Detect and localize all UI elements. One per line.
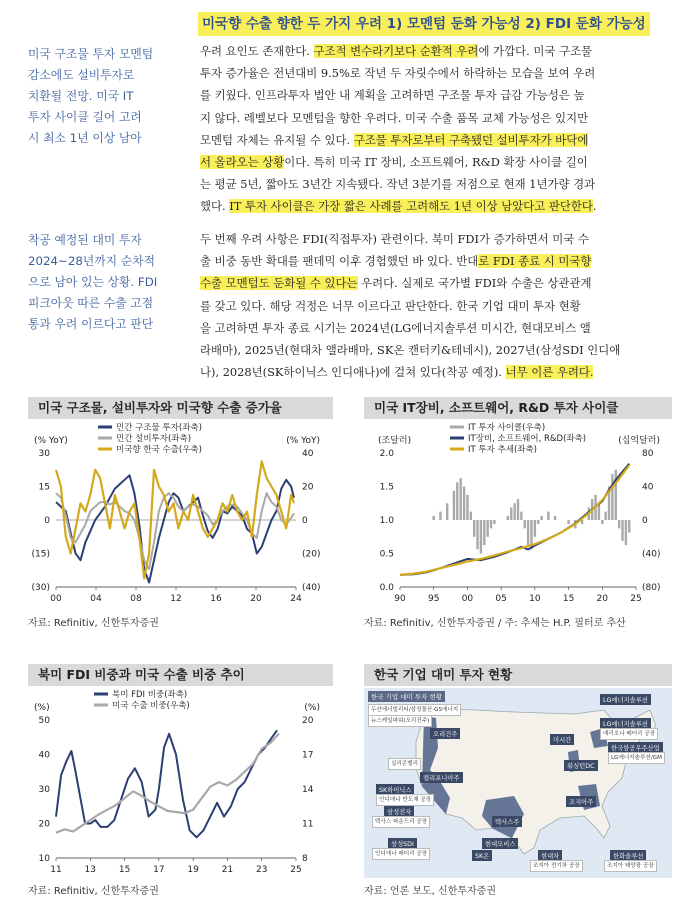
bar-0 [486,520,488,537]
bar-0 [520,512,522,520]
left-axis-unit: (% YoY) [34,436,68,446]
map-label-mobis: 현대모비스 [482,838,518,849]
legend-label-1: IT장비, 소프트웨어, R&D(좌축) [468,434,587,444]
y-tick-right: (20) [302,549,321,560]
bar-0 [463,487,465,521]
bar-0 [433,516,435,520]
bar-0 [456,482,458,520]
x-tick-label: 08 [130,594,142,604]
sidebar-summary-2: 착공 예정된 대미 투자 2024~28년까지 순차적 으로 남아 있는 상황. FDI 피크아웃 따른 수출 고점 통과 우려 이르다고 판단 [28,233,158,331]
para1-line [200,173,664,195]
highlighted-text: 너무 이른 우려다. [505,365,594,380]
highlighted-text: 수출 모멘텀도 둔화될 수 있다는 [200,276,358,291]
y-tick-left: 50 [38,716,50,726]
body-text: 우려다. 실제로 국가별 FDI와 수출은 상관관계 [357,276,592,291]
para1-line [200,151,664,173]
y-tick-right: 11 [302,819,314,830]
para2-line [200,250,664,272]
bar-0 [490,520,492,528]
map-label-sk-hynix: SK하이닉스 [376,784,414,795]
x-tick-label: 04 [90,594,102,604]
bar-0 [453,491,455,520]
x-tick-label: 90 [394,594,406,604]
y-tick-left: 0.5 [379,549,394,560]
bar-0 [439,512,441,520]
map-note-hanwha: 조지아 태양광 공장 [604,860,657,872]
bar-0 [470,512,472,520]
body-text: 출 비중 동반 확대를 팬데믹 이후 경험했던 바 있다. 반대 [200,254,479,269]
highlighted-text: 구조적 변수라기보다 순환적 우려 [313,44,479,58]
bar-0 [537,520,539,524]
body-text: 모멘텀 자체는 유지될 수 있다. [200,132,354,147]
body-text: 를 갖고 있다. 해당 걱정은 너무 이르다고 판단한다. 한국 기업 대미 투자 현황 [200,298,581,313]
para1-line [200,84,664,106]
map-label-kai: 한국항공우주산업 [608,742,663,753]
x-tick-label: 13 [84,865,97,875]
right-axis-unit: (십억달러) [618,436,660,446]
body-text: 나), 2028년(SK하이닉스 인디애나)에 걸쳐 있다(착공 예정). [200,365,506,380]
y-tick-left: 0.0 [379,583,394,593]
bar-0 [517,499,519,520]
right-axis-unit: (%) [304,703,320,713]
bar-0 [527,520,529,545]
chart3-source: 자료: Refinitiv, 신한투자증권 [28,886,159,897]
y-tick-right: 8 [302,854,308,864]
bar-0 [466,495,468,520]
body-text: 두 번째 우려 사항은 FDI(직접투자) 관련이다. 북미 FDI가 증가하면서 미국 수 [200,232,589,246]
para1-line [200,107,664,129]
body-text: 는 평균 5년, 짧아도 3년간 지속됐다. 작년 3분기를 저점으로 현재 1년가량 경과 [200,177,596,192]
bar-0 [480,520,482,554]
x-tick-label: 00 [50,594,62,604]
x-tick-label: 20 [596,594,609,604]
para2-line [200,317,664,339]
body-text: 했다. [200,199,230,214]
chart2-source: 자료: Refinitiv, 신한투자증권 / 주: 추세는 H.P. 필터로 추산 [364,618,626,629]
body-text: 라배마), 2025년(현대차 앨라배마, SK온 캔터키&테네시), 2027년(삼성SDI 인디애 [200,343,621,358]
map-label-lges-az: LG에너지솔루션 [600,718,651,729]
y-tick-left: 30 [38,785,50,795]
bar-0 [473,520,475,537]
y-tick-right: (40) [642,549,661,560]
legend-label-2: 미국향 한국 수출(우축) [116,445,202,455]
bar-0 [567,520,569,524]
x-tick-label: 11 [50,865,62,875]
x-tick-label: 25 [630,594,642,604]
y-tick-right: 0 [642,516,648,526]
legend-label-0: IT 투자 사이클(우축) [468,423,546,433]
map-label-hyundai: 현대차 [538,850,562,861]
x-tick-label: 20 [250,594,262,604]
map-label-samsung: 삼성전자 [384,806,414,817]
left-axis-unit: (조달러) [378,436,412,446]
bar-0 [604,512,606,520]
bar-0 [459,478,461,520]
legend-label-1: 민간 설비투자(좌축) [116,434,192,444]
para2-line [200,295,664,317]
chart2-title: 미국 IT장비, 소프트웨어, R&D 투자 사이클 [364,397,672,419]
body-text: 에 가깝다. 미국 구조물 [478,44,592,58]
sidebar-summary-1: 미국 구조물 투자 모멘텀 감소에도 설비투자로 치환될 전망. 미국 IT 투자 사이클 길어 고려 시 최소 1년 이상 남아 [28,47,154,145]
bar-0 [524,520,526,528]
y-tick-left: 40 [38,750,50,761]
map-label-dc: 워싱턴DC [564,760,598,771]
map-label-texas: 텍사스주 [492,816,522,827]
map-note-doosan: 두산에너빌리티/삼성물산·GS에너지 [368,704,461,716]
chart1-title: 미국 구조물, 설비투자와 미국향 수출 증가율 [28,397,333,419]
y-tick-left: 2.0 [379,449,394,459]
y-tick-right: 14 [302,785,314,795]
map-label-hanwha: 한화솔루션 [610,850,646,861]
x-tick-label: 19 [187,865,199,875]
body-text: 투자 증가율은 전년대비 9.5%로 작년 두 자릿수에서 하락하는 모습을 보여 우려 [200,66,596,81]
chart3-title: 북미 FDI 비중과 미국 수출 비중 추이 [28,664,333,686]
y-tick-right: 40 [302,449,314,459]
x-tick-label: 10 [529,594,541,604]
series-line-1 [56,734,279,833]
y-tick-right: (40) [302,583,321,593]
map-label-lges-mi: LG에너지솔루션 [600,694,651,705]
x-tick-label: 05 [495,594,507,604]
bar-0 [483,520,485,545]
body-text: 우려 요인도 존재한다. [200,44,314,58]
legend-label-0: 북미 FDI 비중(좌축) [112,690,188,700]
highlighted-text: 구조물 투자로부터 구축됐던 설비투자가 바닥에 [353,132,589,147]
y-tick-left: 1.5 [379,482,394,493]
chart3-plot [28,688,333,878]
x-tick-label: 21 [221,865,234,875]
right-axis-unit: (% YoY) [286,436,320,446]
chart2-plot [364,421,672,611]
map-note-lges-gm: LG에너지솔루션/GM [608,752,665,764]
map-note-samsung-sdi: 인디애나 배터리 공장 [372,848,430,860]
body-text: 지 않다. 레벨보다 모멘텀을 향한 우려다. 미국 수출 품목 교체 가능성은 있지만 [200,110,589,125]
bar-0 [534,520,536,537]
bar-0 [493,520,495,524]
bar-0 [507,516,509,520]
x-tick-label: 95 [427,594,440,604]
body-text: 를 키웠다. 인프라투자 법안 내 계획을 고려하면 구조물 투자 급감 가능성은 높 [200,88,585,103]
map-note-samsung: 텍사스 파운드리 공장 [372,816,430,828]
map-source: 자료: 언론 보도, 신한투자증권 [364,886,497,897]
bar-0 [446,503,448,520]
left-axis-unit: (%) [34,703,50,713]
y-tick-right: 20 [302,716,314,726]
map-label-sk-on: SK온 [472,850,492,861]
y-tick-right: 0 [302,516,308,526]
map-note-lges-az: 애리조나 배터리 공장 [600,728,658,740]
x-tick-label: 16 [210,594,222,604]
y-tick-right: 40 [642,482,654,493]
bar-0 [618,520,620,528]
map-label-michigan: 미시간 [550,734,574,745]
x-tick-label: 23 [255,865,268,875]
legend-label-0: 민간 구조물 투자(좌축) [116,423,202,433]
x-tick-label: 25 [290,865,302,875]
map-label-california: 캘리포니아주 [420,772,463,783]
bar-0 [540,516,542,520]
y-tick-left: 1.0 [379,516,394,526]
legend-label-1: 미국 수출 비중(우축) [112,701,190,711]
map-note-sk-hynix: 인디애나 반도체 공장 [376,794,434,806]
para2-line [200,228,664,250]
body-paragraph-2 [200,228,664,383]
bar-0 [601,520,603,524]
y-tick-right: (80) [642,583,661,593]
body-text: 이다. 특히 미국 IT 장비, 소프트웨어, R&D 확장 사이클 길이 [284,155,588,170]
y-tick-left: 20 [38,819,50,830]
bar-0 [510,507,512,520]
para1-line [200,195,664,217]
y-tick-left: (15) [31,549,50,560]
body-text: . [592,199,597,214]
y-tick-right: 17 [302,750,314,761]
x-tick-label: 24 [290,594,302,604]
chart1-plot [28,421,333,611]
bar-0 [547,512,549,520]
map-label-oregon: 오리건주 [430,728,460,739]
x-tick-label: 00 [461,594,474,604]
bar-0 [621,520,623,541]
map-label-samsung-sdi: 삼성SDI [388,838,417,849]
y-tick-left: (30) [31,583,50,593]
map-label-georgia: 조지아주 [566,796,596,807]
us-investment-map [364,688,672,878]
chart1-source: 자료: Refinitiv, 신한투자증권 [28,618,159,629]
map-note-silicon-valley: 실리콘밸리 [388,758,421,770]
body-paragraph-1 [200,40,664,218]
legend-label-2: IT 투자 추세(좌축) [468,445,538,455]
map-title: 한국 기업 대미 투자 현황 [364,664,672,686]
highlighted-text: IT 투자 사이클은 가장 짧은 사례를 고려해도 1년 이상 남았다고 판단한다 [229,199,593,214]
x-tick-label: 12 [170,594,182,604]
bar-0 [476,520,478,549]
map-note-nuscale: 뉴스케일파워(오리건주) [368,715,432,727]
bar-0 [611,474,613,520]
para2-line [200,272,664,294]
x-tick-label: 15 [118,865,131,875]
y-tick-right: 20 [302,482,314,493]
x-tick-label: 17 [153,865,165,875]
para2-line [200,361,664,383]
series-line-1 [56,493,294,569]
para2-line [200,339,664,361]
para1-line [200,62,664,84]
bar-0 [513,503,515,520]
y-tick-left: 0 [44,516,50,526]
x-tick-label: 15 [562,594,575,604]
map-header: 한국 기업 대미 투자 현황 [368,691,445,702]
section-heading: 미국향 수출 향한 두 가지 우려 1) 모멘텀 둔화 가능성 2) FDI 둔화 가능성 [198,12,650,36]
para1-line [200,129,664,151]
map-note-hyundai: 조지아 전기차 공장 [530,860,583,872]
body-text: 을 고려하면 투자 종료 시기는 2024년(LG에너지솔루션 미시간, 현대모비스 앨 [200,320,591,335]
para1-line [200,40,664,62]
bar-0 [554,516,556,520]
y-tick-right: 80 [642,449,654,459]
y-tick-left: 10 [38,854,50,864]
bar-0 [625,520,627,545]
y-tick-left: 30 [38,449,50,459]
bar-0 [628,520,630,533]
highlighted-text: 서 올라오는 상황 [200,155,285,170]
y-tick-left: 15 [38,482,50,493]
highlighted-text: 로 FDI 종료 시 미국향 [478,254,592,269]
